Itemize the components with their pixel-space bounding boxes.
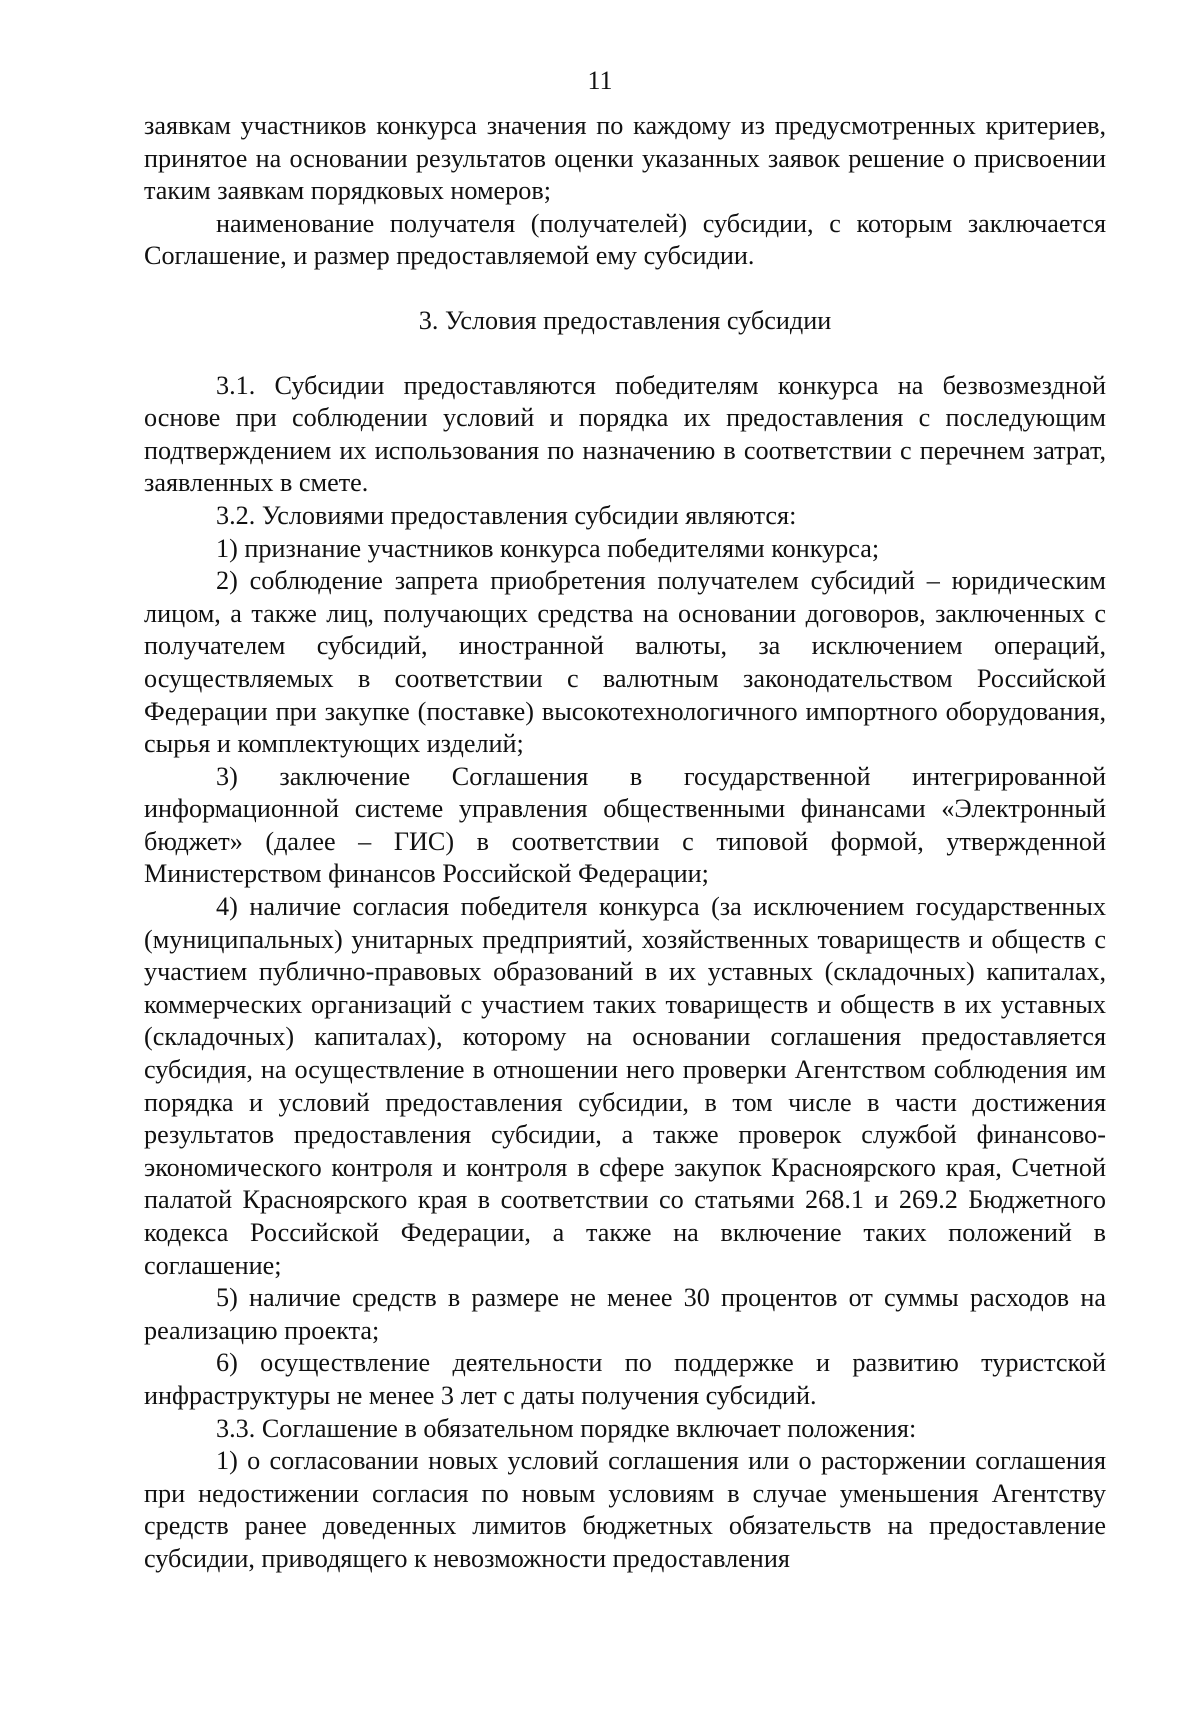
page-number: 11 [587, 66, 613, 95]
list-item-3-2-3: 3) заключение Соглашения в государственной интегрированной информационной системе управления общественными финансами «Электронный бюджет» (далее – ГИС) в соответствии с типовой формой, утвержденной Министерством финансов Российской Федерации; [144, 761, 1106, 889]
paragraph-recipient-name: наименование получателя (получателей) субсидии, с которым заключается Соглашение, и размер предоставляемой ему субсидии. [144, 208, 1106, 271]
paragraph-continued-criteria: заявкам участников конкурса значения по каждому из предусмотренных критериев, принятое на основании результатов оценки указанных заявок решение о присвоении таким заявкам порядковых номеров; [144, 111, 1106, 206]
document-body [144, 110, 1106, 1576]
list-item-3-3-1: 1) о согласовании новых условий соглашения или о расторжении соглашения при недостижении согласия по новым условиям в случае уменьшения Агентству средств ранее доведенных лимитов бюджетных обязательств на предоставление субсидии, приводящего к невозможности предоставления [144, 1446, 1106, 1573]
paragraph-3-3: 3.3. Соглашение в обязательном порядке включает положения: [216, 1413, 917, 1443]
list-item-3-2-4: 4) наличие согласия победителя конкурса (за исключением государственных (муниципальных) унитарных предприятий, хозяйственных товариществ и обществ с участием публично-правовых образований в их уставных (складочных) капиталах, коммерческих организаций с участием таких товариществ и обществ в их уставных (складочных) капиталах), которому на основании соглашения предоставляется субсидия, на осуществление в отношении него проверки Агентством соблюдения им порядка и условий предоставления субсидии, в том числе в части достижения результатов предоставления субсидии, а также проверок службой финансово-экономического контроля и контроля в сфере закупок Красноярского края, Счетной палатой Красноярского края в соответствии со статьями 268.1 и 269.2 Бюджетного кодекса Российской Федерации, а также на включение таких положений в соглашение; [144, 892, 1106, 1280]
paragraph-3-2: 3.2. Условиями предоставления субсидии являются: [216, 500, 797, 530]
section-heading: 3. Условия предоставления субсидии [418, 305, 832, 335]
list-item-3-2-1: 1) признание участников конкурса победителями конкурса; [216, 533, 880, 563]
list-item-3-2-6: 6) осуществление деятельности по поддержке и развитию туристской инфраструктуры не менее 3 лет с даты получения субсидий. [144, 1348, 1106, 1410]
paragraph-3-1: 3.1. Субсидии предоставляются победителям конкурса на безвозмездной основе при соблюдении условий и порядка их предоставления с последующим подтверждением их использования по назначению в соответствии с перечнем затрат, заявленных в смете. [144, 370, 1106, 498]
list-item-3-2-2: 2) соблюдение запрета приобретения получателем субсидий – юридическим лицом, а также лиц, получающих средства на основании договоров, заключенных с получателем субсидий, иностранной валюты, за исключением операций, осуществляемых в соответствии с валютным законодательством Российской Федерации при закупке (поставке) высокотехнологичного импортного оборудования, сырья и комплектующих изделий; [144, 566, 1106, 759]
list-item-3-2-5: 5) наличие средств в размере не менее 30 процентов от суммы расходов на реализацию проекта; [144, 1283, 1106, 1345]
